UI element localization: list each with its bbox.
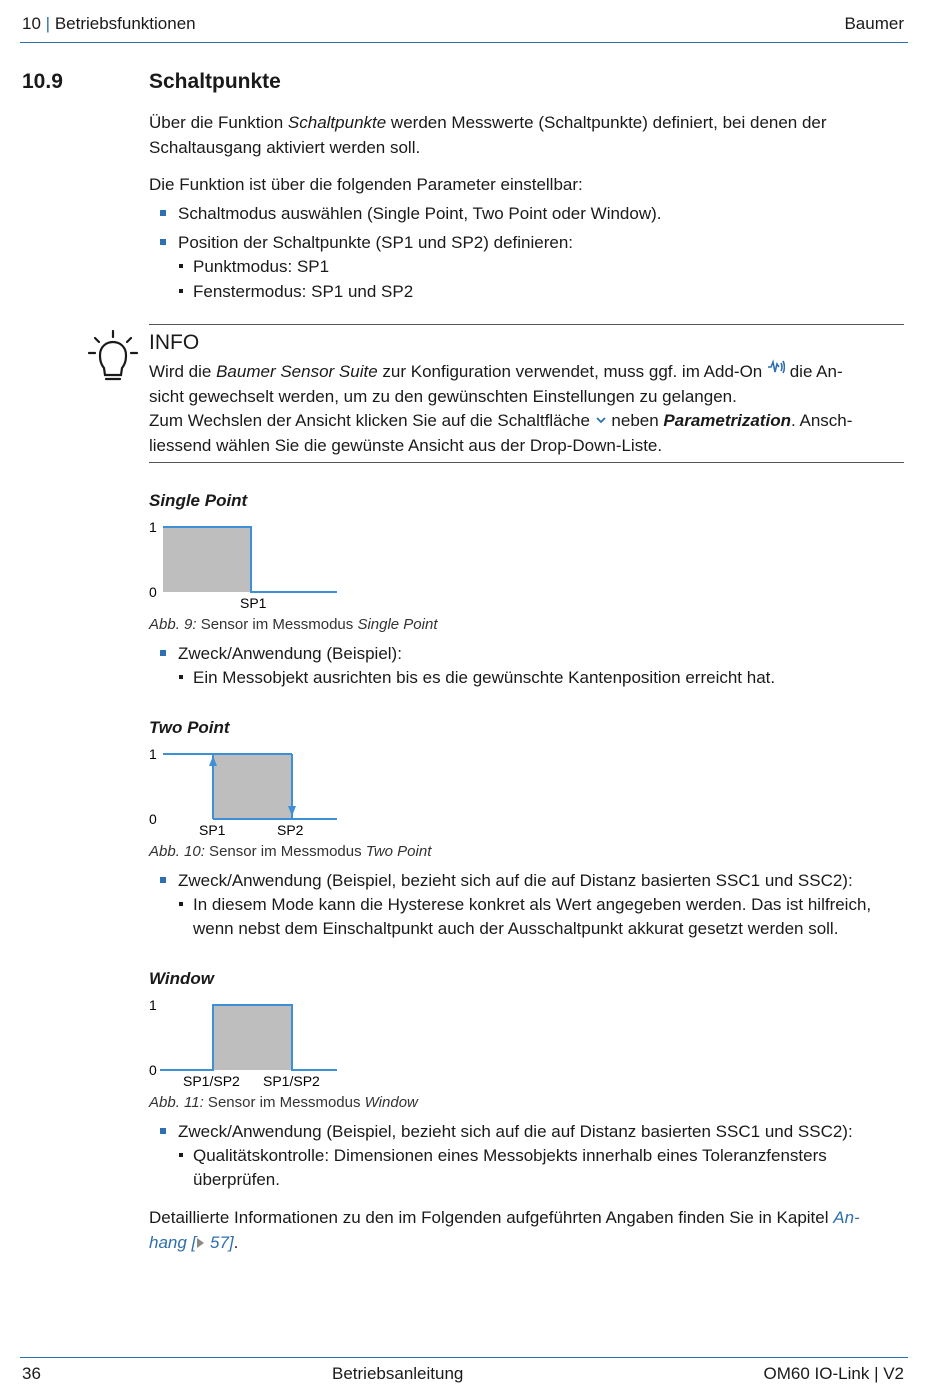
section-number: 10.9	[22, 70, 63, 93]
footer-doc-title: Betriebsanleitung	[332, 1364, 464, 1383]
bullet-square-icon	[160, 1128, 166, 1134]
sensor-signal-icon	[767, 359, 785, 375]
y-label-1: 1	[149, 746, 157, 762]
sp2-label: SP1/SP2	[263, 1073, 320, 1089]
bullet-dot-icon	[179, 289, 183, 293]
appendix-link[interactable]: An-	[833, 1208, 860, 1227]
bullet-square-icon	[160, 650, 166, 656]
intro-parameters: Die Funktion ist über die folgenden Parameter einstellbar:	[149, 175, 583, 194]
window-diagram	[145, 993, 345, 1093]
lightbulb-icon	[86, 328, 140, 384]
sub-list-item: Qualitätskontrolle: Dimensionen eines Messobjekts innerhalb eines Toleranzfensters	[179, 1144, 827, 1169]
chevron-down-icon	[595, 414, 607, 426]
page-number: 36	[22, 1364, 41, 1383]
y-label-0: 0	[149, 811, 157, 827]
bullet-dot-icon	[179, 675, 183, 679]
sp1-label: SP1	[240, 595, 267, 611]
y-label-0: 0	[149, 1062, 157, 1078]
list-item: Zweck/Anwendung (Beispiel, bezieht sich auf die auf Distanz basierten SSC1 und SSC2):	[160, 869, 853, 894]
switching-area	[213, 1005, 292, 1070]
single-point-title: Single Point	[149, 491, 248, 510]
single-point-diagram	[145, 515, 345, 615]
bullet-square-icon	[160, 239, 166, 245]
header-rule	[20, 42, 908, 43]
sub-list-item: Fenstermodus: SP1 und SP2	[179, 280, 413, 305]
info-title: INFO	[149, 331, 200, 354]
figure-caption: Abb. 11: Sensor im Messmodus Window	[149, 1094, 418, 1111]
info-top-rule	[149, 324, 904, 325]
info-text: Wird die Baumer Sensor Suite zur Konfiguration verwendet, muss ggf. im Add-On die An- sicht gewechselt werden, um zu den gewünschten Einstellungen zu gelangen. Zum Wechslen der Ansicht klicken Sie auf die Schaltfläche neben Parametrization. Ansch- liessend wählen Sie die gewünste Ansicht aus der Drop-Down-Liste.	[149, 359, 909, 458]
bullet-square-icon	[160, 877, 166, 883]
header-chapter	[22, 14, 196, 34]
list-item: Position der Schaltpunkte (SP1 und SP2) definieren:	[160, 231, 573, 256]
sub-list-item-cont: überprüfen.	[193, 1170, 280, 1189]
figure-caption: Abb. 10: Sensor im Messmodus Two Point	[149, 843, 432, 860]
y-label-1: 1	[149, 519, 157, 535]
switching-area	[163, 527, 251, 592]
bullet-dot-icon	[179, 902, 183, 906]
bullet-dot-icon	[179, 264, 183, 268]
two-point-title: Two Point	[149, 718, 230, 737]
y-label-1: 1	[149, 997, 157, 1013]
sp1-label: SP1/SP2	[183, 1073, 240, 1089]
closing-paragraph: Detaillierte Informationen zu den im Folgenden aufgeführten Angaben finden Sie in Kapitel An- hang [ 57].	[149, 1208, 860, 1252]
footer-rule	[20, 1357, 908, 1358]
list-item: Schaltmodus auswählen (Single Point, Two Point oder Window).	[160, 202, 662, 227]
chapter-number: 10	[22, 14, 41, 33]
list-item: Zweck/Anwendung (Beispiel, bezieht sich auf die auf Distanz basierten SSC1 und SSC2):	[160, 1120, 853, 1145]
page-ref-arrow-icon	[196, 1237, 205, 1249]
section-title: Schaltpunkte	[149, 70, 281, 93]
bullet-square-icon	[160, 210, 166, 216]
header-brand: Baumer	[844, 14, 904, 33]
window-title: Window	[149, 969, 214, 988]
sub-list-item: Punktmodus: SP1	[179, 255, 329, 280]
sub-list-item: In diesem Mode kann die Hysterese konkret als Wert angegeben werden. Das ist hilfreich,	[179, 893, 871, 918]
list-item: Zweck/Anwendung (Beispiel):	[160, 642, 402, 667]
info-bottom-rule	[149, 462, 904, 463]
sp2-label: SP2	[277, 822, 304, 838]
switching-area	[213, 754, 292, 819]
sub-list-item: Ein Messobjekt ausrichten bis es die gewünschte Kantenposition erreicht hat.	[179, 666, 775, 691]
bullet-dot-icon	[179, 1153, 183, 1157]
sp1-label: SP1	[199, 822, 226, 838]
chapter-title: Betriebsfunktionen	[54, 14, 196, 33]
appendix-link-cont[interactable]: hang [ 57]	[149, 1232, 234, 1252]
intro-paragraph: Über die Funktion Schaltpunkte werden Messwerte (Schaltpunkte) definiert, bei denen der Schaltausgang aktiviert werden soll.	[149, 113, 827, 157]
two-point-diagram	[145, 742, 345, 842]
sub-list-item-cont: wenn nebst dem Einschaltpunkt auch der Ausschaltpunkt akkurat gesetzt werden soll.	[193, 919, 839, 938]
y-label-0: 0	[149, 584, 157, 600]
footer-product: OM60 IO-Link | V2	[763, 1364, 904, 1383]
header-separator: |	[45, 14, 51, 33]
figure-caption: Abb. 9: Sensor im Messmodus Single Point	[149, 616, 438, 633]
